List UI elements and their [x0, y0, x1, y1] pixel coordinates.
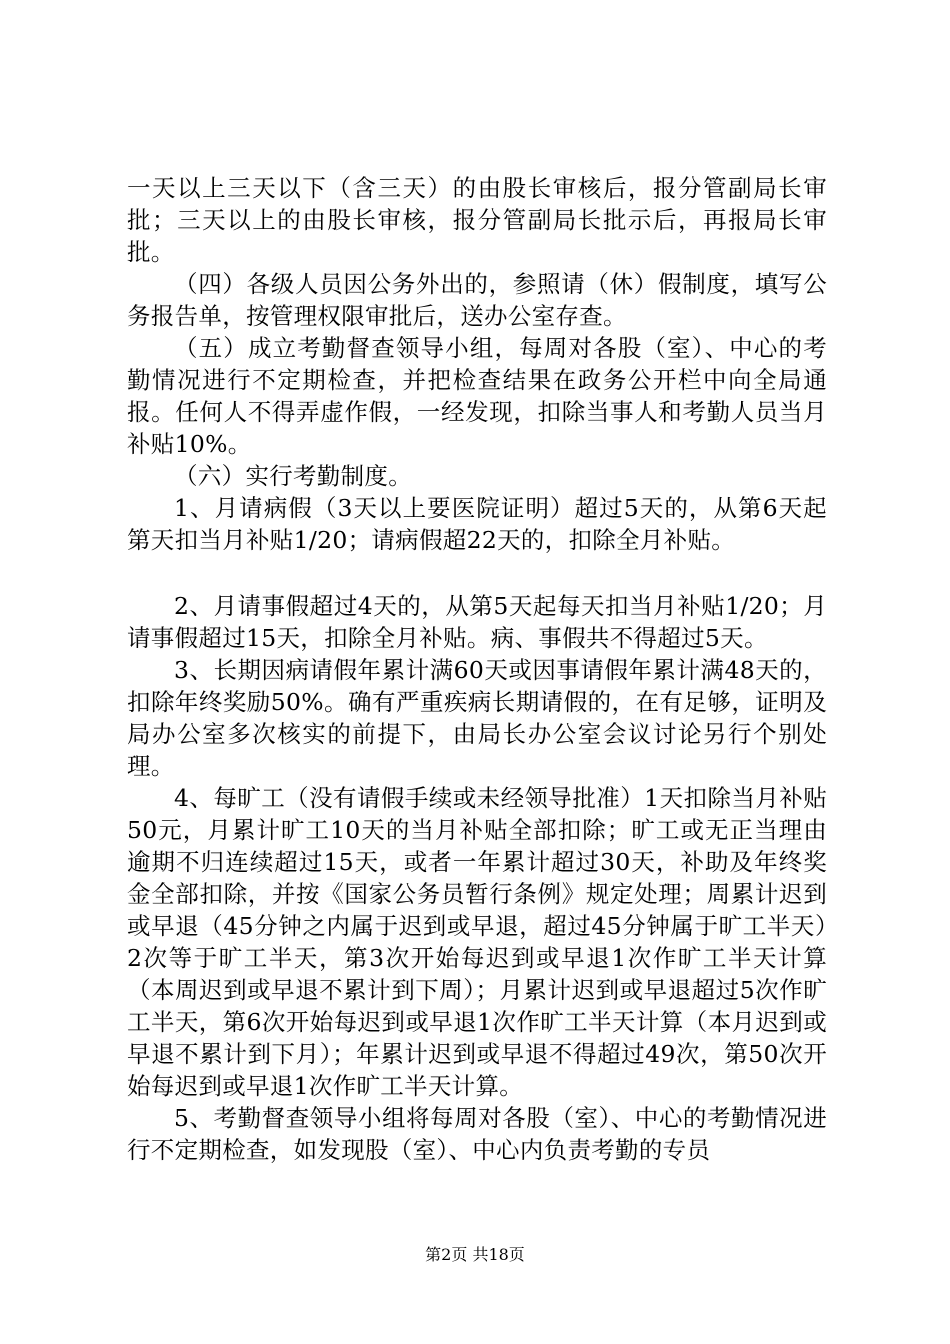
paragraph-item-5: 5、考勤督查领导小组将每周对各股（室）、中心的考勤情况进行不定期检查，如发现股（室）、中心内负责考勤的专员: [127, 1104, 827, 1164]
document-body: [127, 172, 827, 1166]
paragraph-item-4: 4、每旷工（没有请假手续或未经领导批准）1天扣除当月补贴50元，月累计旷工10天的当月补贴全部扣除；旷工或无正当理由逾期不归连续超过15天，或者一年累计超过30天，补助及年终奖金全部扣除，并按《国家公务员暂行条例》规定处理；周累计迟到或早退（45分钟之内属于迟到或早退，超过45分钟属于旷工半天）2次等于旷工半天，第3次开始每迟到或早退1次作旷工半天计算（本周迟到或早退不累计到下周）；月累计迟到或早退超过5次作旷工半天，第6次开始每迟到或早退1次作旷工半天计算（本月迟到或早退不累计到下月）；年累计迟到或早退不得超过49次，第50次开始每迟到或早退1次作旷工半天计算。: [127, 784, 827, 1100]
paragraph-item-2: 2、月请事假超过4天的，从第5天起每天扣当月补贴1/20；月请事假超过15天，扣除全月补贴。病、事假共不得超过5天。: [127, 592, 827, 652]
page-footer: 第2页 共18页: [425, 1245, 525, 1264]
paragraph-section-4: （四）各级人员因公务外出的，参照请（休）假制度，填写公务报告单，按管理权限审批后，送办公室存查。: [127, 270, 827, 330]
paragraph-continuation: 一天以上三天以下（含三天）的由股长审核后，报分管副局长审批；三天以上的由股长审核，报分管副局长批示后，再报局长审批。: [127, 174, 827, 266]
paragraph-item-1: 1、月请病假（3天以上要医院证明）超过5天的，从第6天起第天扣当月补贴1/20；请病假超22天的，扣除全月补贴。: [127, 494, 827, 554]
paragraph-section-6: （六）实行考勤制度。: [174, 462, 412, 490]
paragraph-item-3: 3、长期因病请假年累计满60天或因事请假年累计满48天的，扣除年终奖励50%。确有严重疾病长期请假的，在有足够，证明及局办公室多次核实的前提下，由局长办公室会议讨论另行个别处理。: [127, 656, 827, 780]
paragraph-section-5: （五）成立考勤督查领导小组，每周对各股（室）、中心的考勤情况进行不定期检查，并把检查结果在政务公开栏中向全局通报。任何人不得弄虚作假，一经发现，扣除当事人和考勤人员当月补贴10%。: [127, 334, 827, 458]
